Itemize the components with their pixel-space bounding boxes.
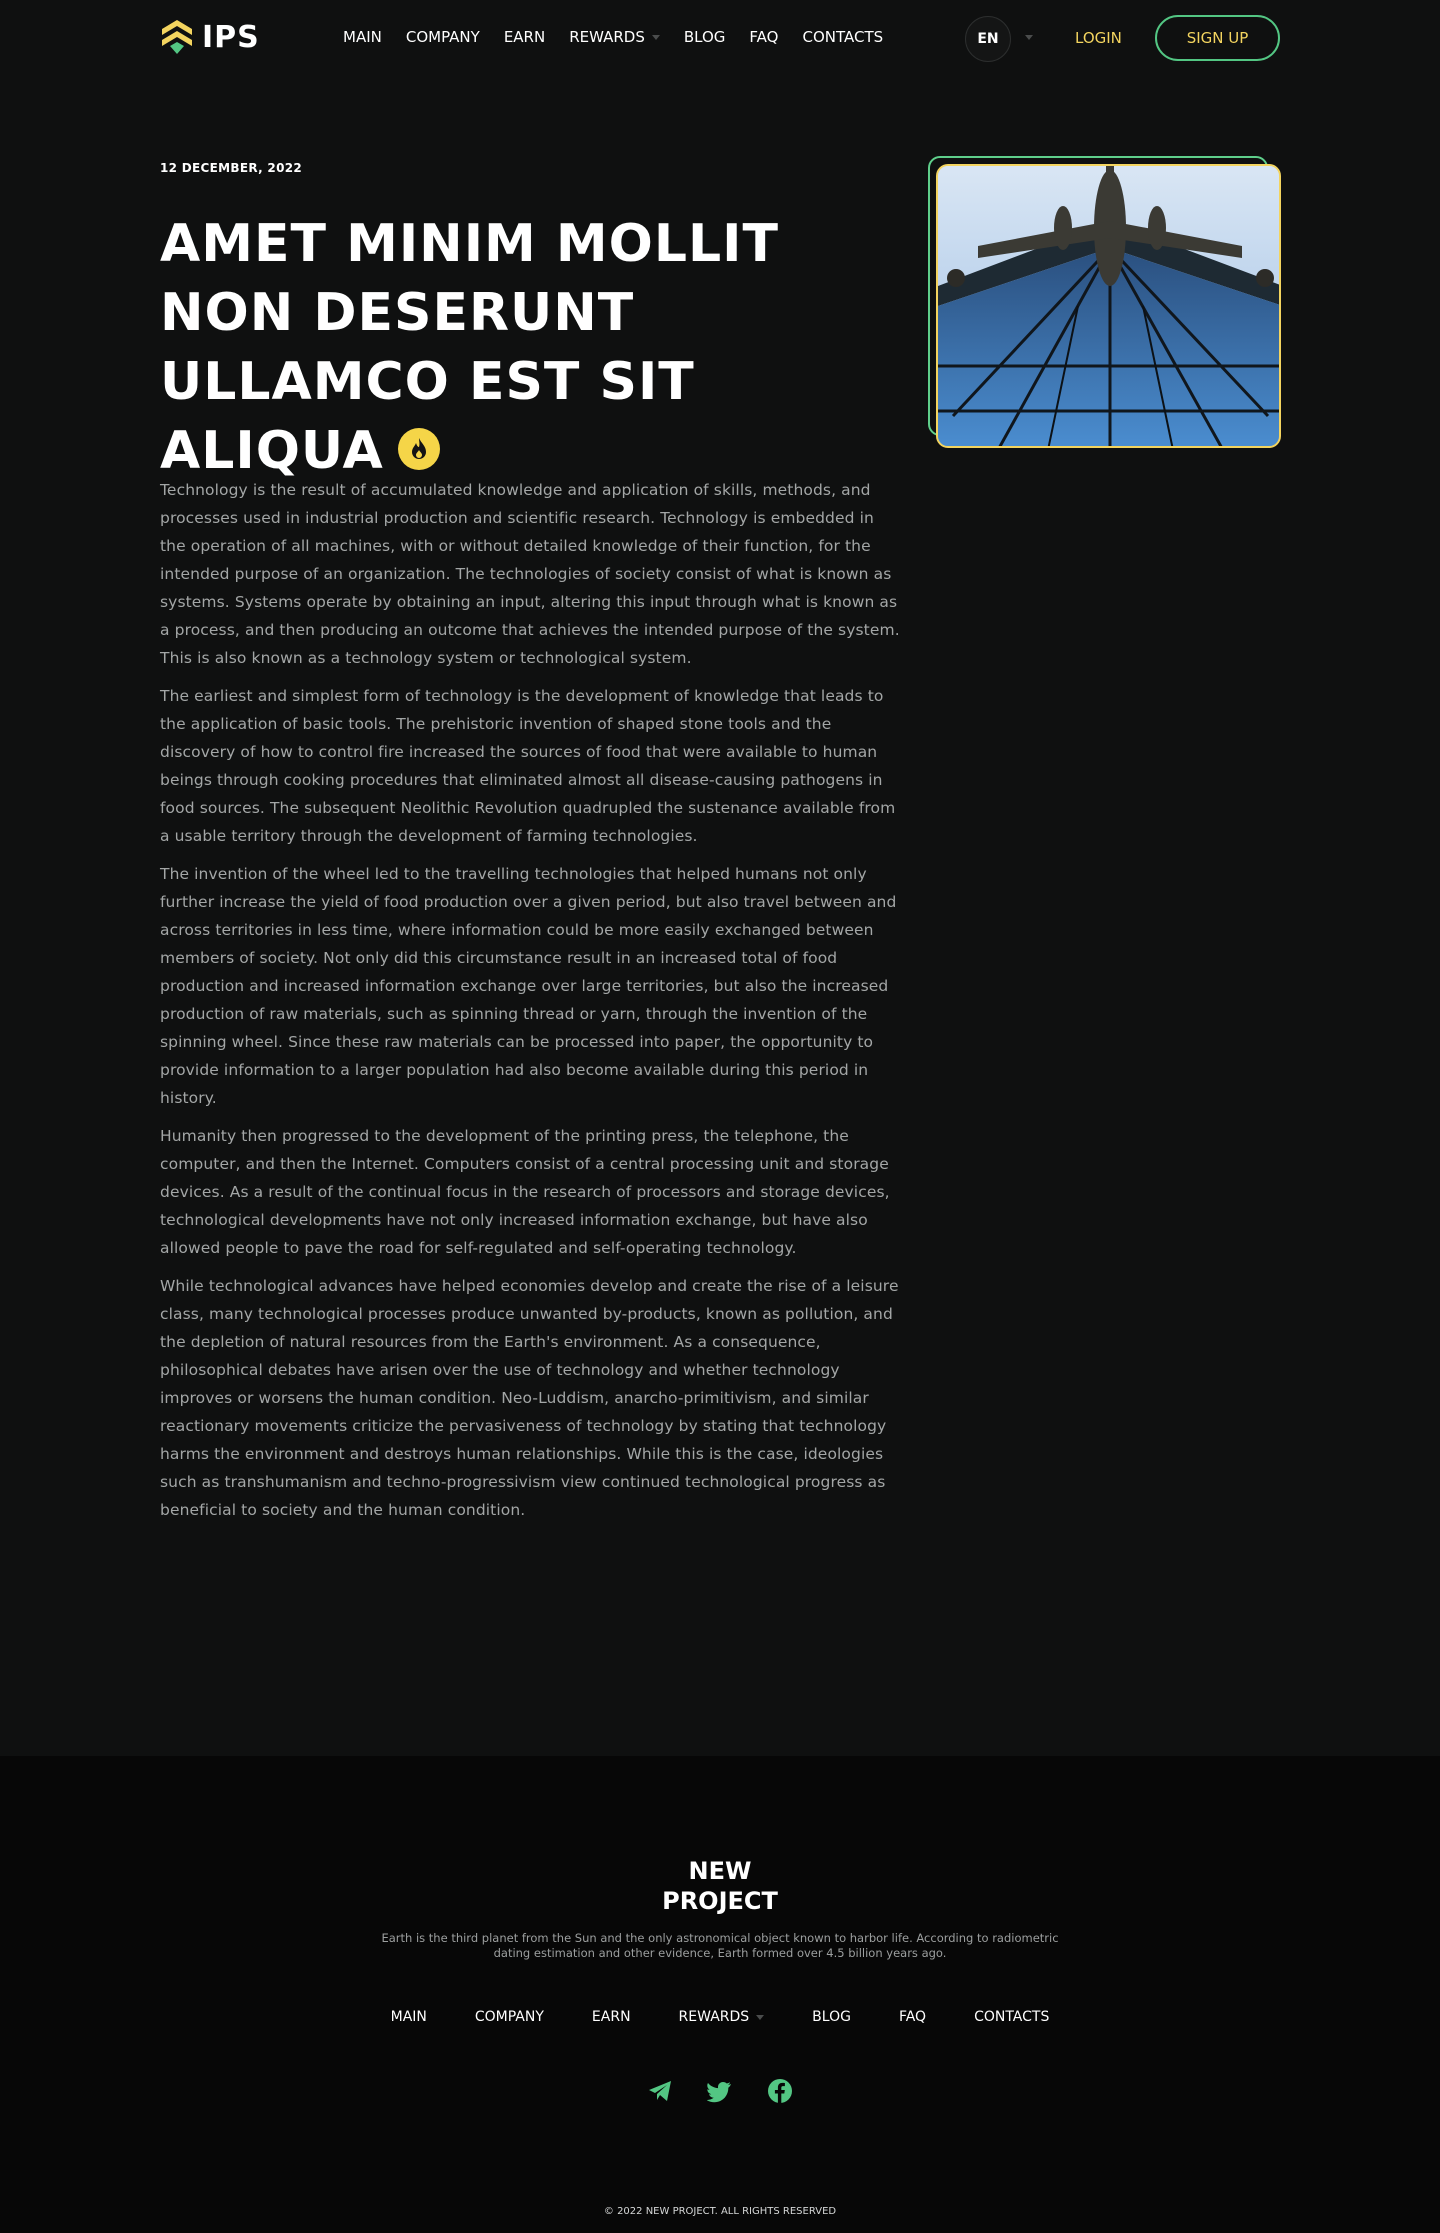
- site-header: [0, 0, 1440, 76]
- nav-item-company[interactable]: COMPANY: [405, 28, 480, 46]
- logo[interactable]: [160, 18, 260, 56]
- footer-nav-earn[interactable]: EARN: [591, 2009, 631, 2025]
- footer-nav: [0, 2009, 1440, 2025]
- footer-nav-company[interactable]: COMPANY: [474, 2009, 544, 2025]
- footer-nav-rewards-label: REWARDS: [678, 2009, 750, 2025]
- social-links: [0, 2078, 1440, 2104]
- footer-title-line1: NEW: [688, 1857, 752, 1885]
- footer-title-line2: PROJECT: [662, 1887, 778, 1915]
- article-date: 12 DECEMBER, 2022: [160, 161, 303, 175]
- twitter-icon[interactable]: [707, 2078, 733, 2104]
- footer-nav-main[interactable]: MAIN: [390, 2009, 427, 2025]
- language-selector[interactable]: EN: [965, 16, 1011, 62]
- article-paragraph: Technology is the result of accumulated knowledge and application of skills, methods, and processes used in industrial production and scientific research. Technology is embedded in the operation of all machines, with or without detailed knowledge of their function, for the intended purpose of an organization. The technologies of society consist of what is known as systems. Systems operate by obtaining an input, altering this input through what is known as a process, and then producing an outcome that achieves the intended purpose of the system. This is also known as a technology system or technological system.: [160, 481, 900, 667]
- telegram-icon[interactable]: [647, 2078, 673, 2104]
- site-footer: [0, 1756, 1440, 2233]
- footer-nav-contacts[interactable]: CONTACTS: [974, 2009, 1050, 2025]
- article-paragraph: While technological advances have helped economies develop and create the rise of a leisure class, many technological processes produce unwanted by-products, known as pollution, and the depletion of natural resources from the Earth's environment. As a consequence, philosophical debates have arisen over the use of technology and whether technology improves or worsens the human condition. Neo-Luddism, anarcho-primitivism, and similar reactionary movements criticize the pervasiveness of technology by stating that technology harms the environment and destroys human relationships. While this is the case, ideologies such as transhumanism and techno-progressivism view continued technological progress as beneficial to society and the human condition.: [160, 1277, 899, 1519]
- logo-mark-icon: [160, 18, 194, 56]
- footer-nav-rewards[interactable]: [679, 2009, 765, 2025]
- article-body: [160, 476, 900, 1534]
- footer-nav-blog[interactable]: BLOG: [812, 2009, 851, 2025]
- nav-item-rewards-label: REWARDS: [569, 28, 645, 46]
- signup-button[interactable]: SIGN UP: [1155, 15, 1280, 61]
- article-paragraph: The earliest and simplest form of technology is the development of knowledge that leads to the application of basic tools. The prehistoric invention of shaped stone tools and the discovery of how to control fire increased the sources of food that were available to human beings through cooking procedures that eliminated almost all disease-causing pathogens in food sources. The subsequent Neolithic Revolution quadrupled the sustenance available from a usable territory through the development of farming technologies.: [160, 687, 896, 845]
- nav-item-blog[interactable]: BLOG: [683, 28, 726, 46]
- footer-description: Earth is the third planet from the Sun and the only astronomical object known to harbor life. According to radiometric dating estimation and other evidence, Earth formed over 4.5 billion years ago.: [381, 1931, 1059, 1960]
- article-paragraph: The invention of the wheel led to the travelling technologies that helped humans not only further increase the yield of food production over a given period, but also travel between and across territories in less time, where information could be more easily exchanged between members of society. Not only did this circumstance result in an increased total of food production and increased information exchange over large territories, but also the increased production of raw materials, such as spinning thread or yarn, through the invention of the spinning wheel. Since these raw materials can be processed into paper, the opportunity to provide information to a larger population had also become available during this period in history.: [160, 865, 897, 1107]
- airplane-building-illustration: [938, 166, 1281, 448]
- footer-nav-faq[interactable]: FAQ: [898, 2009, 927, 2025]
- nav-item-rewards[interactable]: [569, 28, 660, 46]
- nav-item-faq[interactable]: FAQ: [749, 28, 779, 46]
- nav-item-contacts[interactable]: CONTACTS: [802, 28, 884, 46]
- nav-item-main[interactable]: MAIN: [343, 28, 382, 46]
- login-link[interactable]: LOGIN: [1075, 29, 1122, 47]
- nav-item-earn[interactable]: EARN: [503, 28, 546, 46]
- fire-icon: [398, 428, 440, 470]
- chevron-down-icon: [756, 2015, 764, 2020]
- copyright: © 2022 NEW PROJECT. ALL RIGHTS RESERVED: [603, 2206, 837, 2217]
- article-title-text: AMET MINIM MOLLIT NON DESERUNT ULLAMCO EST SIT ALIQUA: [160, 214, 779, 481]
- hero-image: [936, 164, 1281, 448]
- footer-title: [0, 1856, 1440, 1916]
- article-title: [160, 210, 880, 486]
- chevron-down-icon: [652, 35, 660, 40]
- main-nav: [343, 28, 907, 46]
- facebook-icon[interactable]: [767, 2078, 793, 2104]
- logo-text: IPS: [202, 19, 260, 55]
- article-hero-image: [928, 156, 1281, 448]
- language-chevron-down-icon[interactable]: [1025, 35, 1033, 40]
- article-paragraph: Humanity then progressed to the development of the printing press, the telephone, the computer, and then the Internet. Computers consist of a central processing unit and storage devices. As a result of the continual focus in the research of processors and storage devices, technological developments have not only increased information exchange, but have also allowed people to pave the road for self-regulated and self-operating technology.: [160, 1127, 890, 1257]
